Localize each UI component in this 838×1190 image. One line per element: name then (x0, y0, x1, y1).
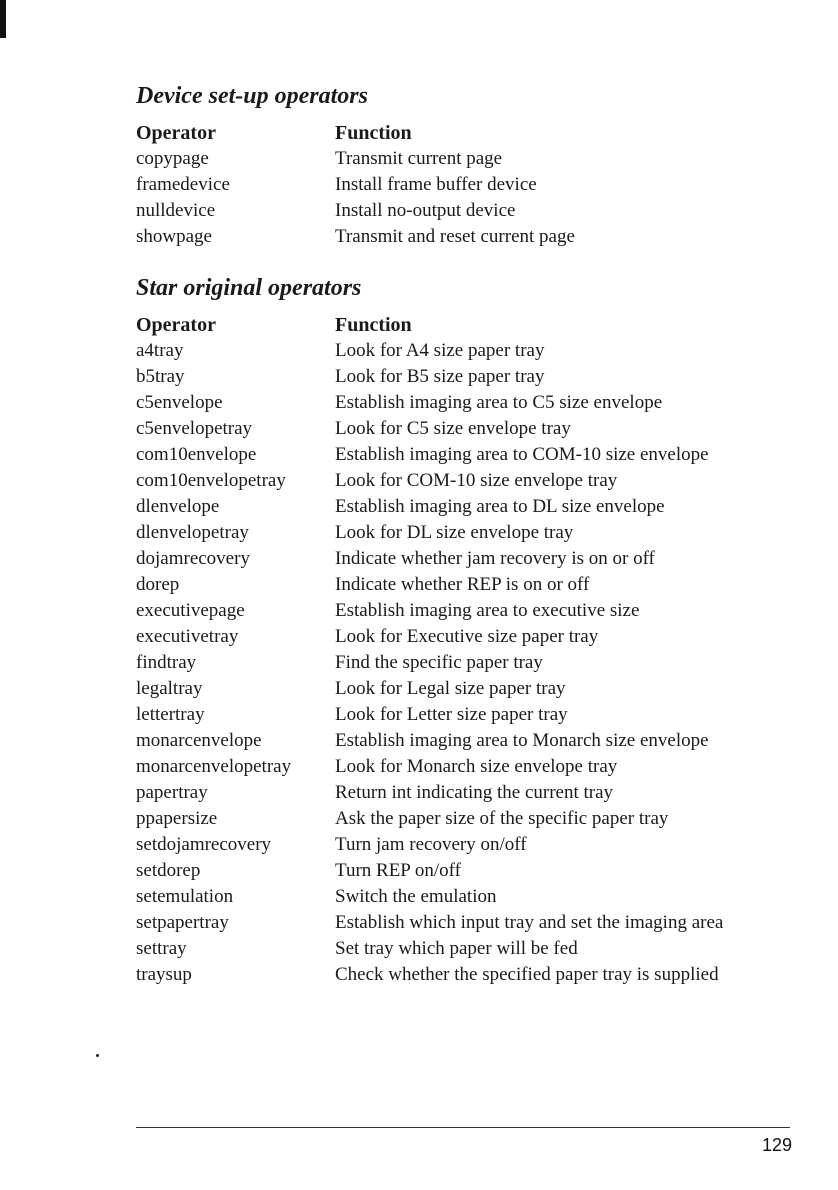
function-cell: Look for Monarch size envelope tray (335, 756, 618, 777)
table-row (136, 910, 723, 936)
star-original-section (136, 274, 816, 988)
function-cell: Establish which input tray and set the imaging area (335, 912, 724, 933)
operator-cell: setdorep (136, 860, 201, 881)
function-cell: Check whether the specified paper tray is supplied (335, 964, 719, 985)
scan-edge-mark (0, 0, 6, 38)
operator-cell: findtray (136, 652, 197, 673)
device-setup-section (136, 82, 816, 250)
table-row (136, 806, 723, 832)
table-row (136, 468, 723, 494)
operator-cell: com10envelopetray (136, 470, 286, 491)
operator-cell: dlenvelopetray (136, 522, 249, 543)
operator-cell: copypage (136, 148, 209, 169)
operator-cell: dorep (136, 574, 180, 595)
function-cell: Turn jam recovery on/off (335, 834, 527, 855)
function-cell: Transmit current page (335, 148, 503, 169)
operator-cell: c5envelope (136, 392, 223, 413)
table-row (136, 598, 723, 624)
function-cell: Return int indicating the current tray (335, 782, 614, 803)
operator-cell: setpapertray (136, 912, 229, 933)
function-column-header: Function (335, 122, 412, 144)
operator-cell: com10envelope (136, 444, 257, 465)
table-row (136, 338, 723, 364)
function-cell: Establish imaging area to C5 size envelope (335, 392, 663, 413)
table-row (136, 416, 723, 442)
function-cell: Look for B5 size paper tray (335, 366, 545, 387)
operator-cell: setemulation (136, 886, 234, 907)
star-original-operators-table (136, 312, 723, 988)
function-cell: Install no-output device (335, 200, 516, 221)
operator-cell: a4tray (136, 340, 184, 361)
table-row (136, 962, 723, 988)
operator-cell: legaltray (136, 678, 203, 699)
function-cell: Install frame buffer device (335, 174, 537, 195)
table-row (136, 728, 723, 754)
function-cell: Ask the paper size of the specific paper tray (335, 808, 669, 829)
function-cell: Establish imaging area to executive size (335, 600, 640, 621)
table-row (136, 146, 575, 172)
table-row (136, 676, 723, 702)
table-row (136, 936, 723, 962)
operator-cell: settray (136, 938, 187, 959)
table-header-row (136, 312, 723, 338)
operator-cell: ppapersize (136, 808, 218, 829)
function-cell: Transmit and reset current page (335, 226, 575, 247)
function-cell: Look for Executive size paper tray (335, 626, 599, 647)
function-cell: Look for A4 size paper tray (335, 340, 545, 361)
table-row (136, 858, 723, 884)
table-row (136, 754, 723, 780)
function-cell: Look for DL size envelope tray (335, 522, 574, 543)
operator-column-header: Operator (136, 314, 216, 336)
table-row (136, 224, 575, 250)
table-header-row (136, 120, 575, 146)
table-row (136, 198, 575, 224)
operator-column-header: Operator (136, 122, 216, 144)
function-cell: Find the specific paper tray (335, 652, 543, 673)
operator-cell: dojamrecovery (136, 548, 250, 569)
operator-cell: executivetray (136, 626, 239, 647)
table-row (136, 172, 575, 198)
operator-cell: papertray (136, 782, 208, 803)
function-cell: Look for COM-10 size envelope tray (335, 470, 618, 491)
section-title: Star original operators (136, 275, 362, 301)
function-cell: Establish imaging area to DL size envelope (335, 496, 665, 517)
function-cell: Establish imaging area to COM-10 size envelope (335, 444, 709, 465)
function-column-header: Function (335, 314, 412, 336)
table-row (136, 494, 723, 520)
table-row (136, 884, 723, 910)
operator-cell: monarcenvelopetray (136, 756, 292, 777)
table-row (136, 780, 723, 806)
operator-cell: framedevice (136, 174, 230, 195)
function-cell: Set tray which paper will be fed (335, 938, 578, 959)
function-cell: Switch the emulation (335, 886, 497, 907)
table-row (136, 702, 723, 728)
device-setup-operators-table (136, 120, 575, 250)
function-cell: Indicate whether REP is on or off (335, 574, 590, 595)
function-cell: Look for Letter size paper tray (335, 704, 568, 725)
table-row (136, 364, 723, 390)
scan-speck (96, 1054, 99, 1057)
operator-cell: showpage (136, 226, 212, 247)
operator-cell: c5envelopetray (136, 418, 253, 439)
table-row (136, 520, 723, 546)
function-cell: Establish imaging area to Monarch size envelope (335, 730, 709, 751)
function-cell: Indicate whether jam recovery is on or off (335, 548, 655, 569)
operator-cell: dlenvelope (136, 496, 220, 517)
table-row (136, 650, 723, 676)
section-title: Device set-up operators (136, 83, 368, 109)
page-number: 129 (761, 1135, 792, 1155)
operator-cell: executivepage (136, 600, 245, 621)
operator-cell: monarcenvelope (136, 730, 262, 751)
table-row (136, 390, 723, 416)
table-row (136, 832, 723, 858)
function-cell: Turn REP on/off (335, 860, 461, 881)
function-cell: Look for Legal size paper tray (335, 678, 566, 699)
table-row (136, 624, 723, 650)
table-row (136, 442, 723, 468)
table-row (136, 546, 723, 572)
footer-divider (136, 1127, 790, 1128)
operator-cell: b5tray (136, 366, 185, 387)
operator-cell: nulldevice (136, 200, 216, 221)
operator-cell: traysup (136, 964, 192, 985)
table-row (136, 572, 723, 598)
operator-cell: setdojamrecovery (136, 834, 272, 855)
operator-cell: lettertray (136, 704, 205, 725)
function-cell: Look for C5 size envelope tray (335, 418, 571, 439)
